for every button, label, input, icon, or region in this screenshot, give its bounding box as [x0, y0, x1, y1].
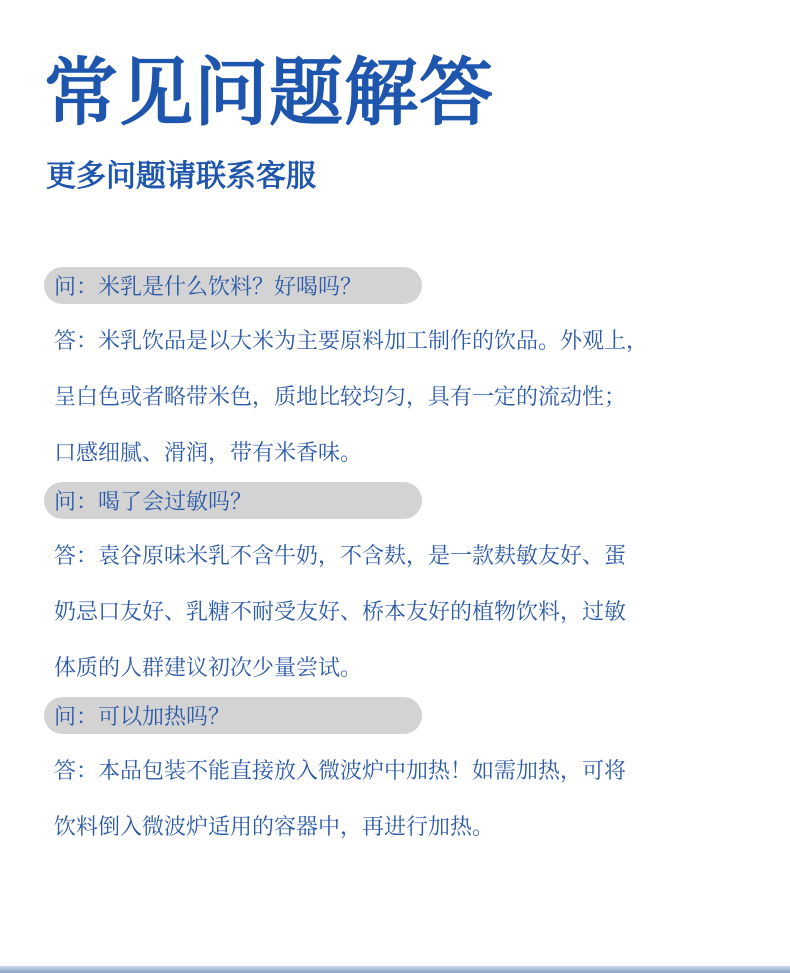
faq-list: [0, 267, 790, 856]
faq-answer: [54, 304, 744, 482]
answer-line: 答：米乳饮品是以大米为主要原料加工制作的饮品。外观上，: [54, 329, 649, 354]
faq-question: 问：喝了会过敏吗？: [44, 482, 422, 519]
faq-item: [0, 267, 790, 482]
answer-line: 体质的人群建议初次少量尝试。: [54, 656, 363, 681]
page-subtitle: 更多问题请联系客服: [46, 159, 316, 194]
faq-question: 问：可以加热吗？: [44, 697, 422, 734]
answer-line: 奶忌口友好、乳糖不耐受友好、桥本友好的植物饮料，过敏: [54, 600, 627, 625]
answer-line: 饮料倒入微波炉适用的容器中，再进行加热。: [54, 815, 495, 840]
faq-item: [0, 697, 790, 856]
faq-answer: [54, 734, 744, 856]
faq-answer: [54, 519, 744, 697]
faq-question: 问：米乳是什么饮料？好喝吗？: [44, 267, 422, 304]
answer-line: 答：袁谷原味米乳不含牛奶，不含麸，是一款麸敏友好、蛋: [54, 544, 627, 569]
faq-item: [0, 482, 790, 697]
answer-line: 口感细腻、滑润，带有米香味。: [54, 441, 363, 466]
answer-line: 呈白色或者略带米色，质地比较均匀，具有一定的流动性；: [54, 385, 627, 410]
footer-divider: [0, 966, 790, 973]
page-title: 常见问题解答: [44, 50, 494, 136]
answer-line: 答：本品包装不能直接放入微波炉中加热！如需加热，可将: [54, 759, 627, 784]
